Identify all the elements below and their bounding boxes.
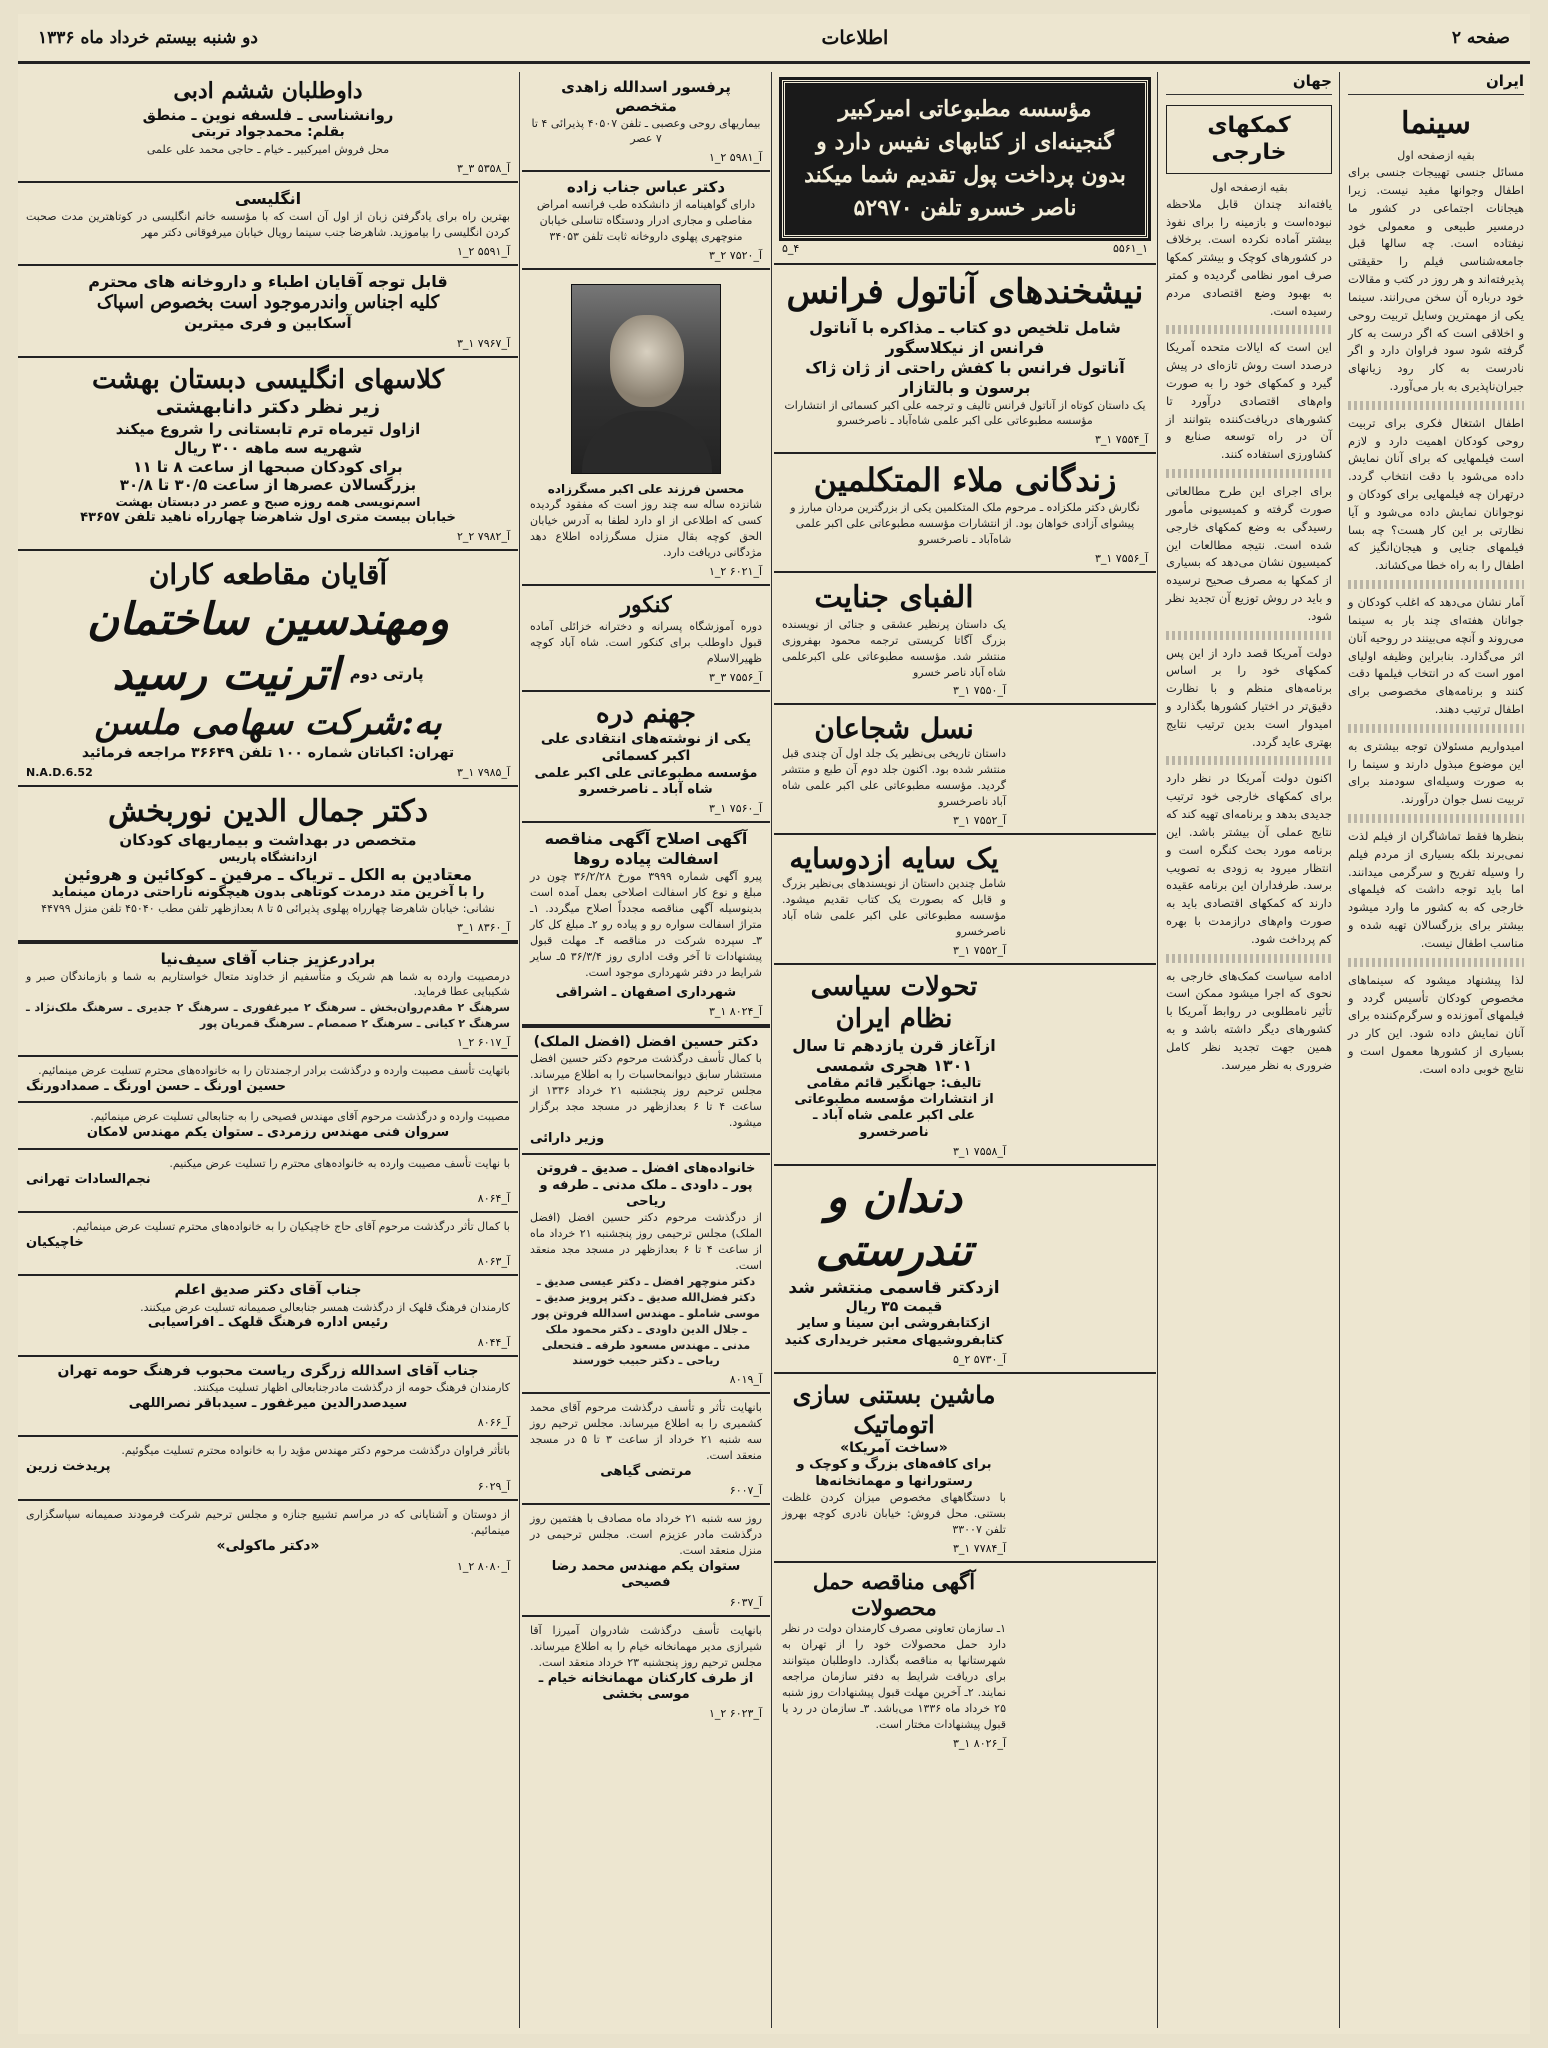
ad-line: اسم‌نویسی همه روزه صبح و عصر در دبستان بهشت: [115, 495, 421, 510]
ad-title: انگلیسی: [234, 188, 302, 208]
ad-code: آ_۸۰۱۹: [729, 1373, 762, 1387]
notice-text: بانهایت تأثر و تأسف درگذشت مرحوم آقای محمد کشمیری را به اطلاع میرساند. مجلس ترحیم روز سه شنبه ۲۱ خرداد از ساعت ۳ تا ۵ در مسجد منعقد است.: [530, 1401, 762, 1463]
ad-text: مؤسسه مطبوعاتی علی اکبر علمی شاه آباد ـ ناصرخسرو: [534, 765, 758, 797]
ad-title: یک سایه ازدوسایه: [789, 842, 999, 876]
notice-title: برادرعزیز جناب آقای سیف‌نیا: [160, 949, 376, 968]
ad-subtitle: زیر نظر دکتر دانابهشتی: [155, 396, 381, 419]
text-filler: [1348, 724, 1524, 733]
ad-line: را با آخرین متد درمدت کوتاهی بدون هیچگونه ناراحتی درمان مینماید: [51, 884, 485, 900]
ad-amirkabir-banner: [774, 72, 1156, 265]
ad-title: کنکور: [620, 591, 672, 618]
article-paragraph: برای اجرای این طرح مطالعاتی صورت گرفته و کمیسیونی مأمور رسیدگی به وضع کمکهای خارجی شده است. نتیجه مطالعات این کمیسیون نشان می‌دهد که بسیاری از کمکها به مصرف صحیح نرسیده و باید در روش توزیع آن تجدید نظر شود.: [1166, 484, 1332, 623]
notice-text: از درگذشت مرحوم دکتر حسین افضل (افضل الملک) مجلس ترحیمی روز پنجشنبه ۲۱ خرداد ماه از ساعت ۴ تا ۶ بعدازظهر در مسجد مجد منعقد است.: [530, 1211, 762, 1272]
ad-code: آ_۷۵۲۰ ۲_۳: [708, 248, 762, 262]
column-rule: [1157, 72, 1158, 2028]
ad-code: آ_۸۰۶۶: [477, 1416, 510, 1430]
ad-dr-jenabzadeh: [522, 172, 770, 270]
ad-title: داوطلبان ششم ادبی: [173, 78, 363, 104]
ad-text: بیماریهای روحی وعصبی ـ تلفن ۴۰۵۰۷ پذیرائی ۴ تا ۷ عصر: [531, 116, 761, 146]
ad-political-history: [774, 965, 1156, 1166]
column-notices: [522, 72, 770, 2028]
ad-code: آ_۶۰۲۱ ۲_۱: [708, 564, 762, 578]
text-filler: [1348, 814, 1524, 823]
notice-signature: وزیر دارائی: [530, 1131, 605, 1146]
notice-signature: ستوان یکم مهندس محمد رضا فصیحی: [551, 1559, 741, 1591]
article-paragraph: ادامه سیاست کمک‌های خارجی به نحوی که اجرا میشود ممکن است تأثیر نامطلوبی در روابط آمریکا با کشورهای دیگر داشته باشد و به همین جهت تجدید نظر کامل ضروری به نظر میرسد.: [1166, 968, 1332, 1072]
notice-kashmiri: [522, 1394, 770, 1505]
notice-signature: سروان فنی مهندس رزمردی ـ ستوان یکم مهندس لامکان: [86, 1125, 450, 1141]
ad-code: آ_۷۹۸۲ ۲_۲: [456, 530, 510, 544]
article-paragraph: دولت آمریکا قصد دارد از این پس کمکهای خود را بر اساس برنامه‌های منظم و با نظارت دقیق‌تر در اختیار کشورها بگذارد و امیدوار است بدین ترتیب نتایج بهتری عاید گردد.: [1166, 645, 1332, 749]
column-world-foreign-aid: [1160, 72, 1338, 2028]
ad-subtitle: کلیه اجناس واندرموجود است بخصوص اسپاک: [96, 291, 440, 313]
article-paragraph: اکنون دولت آمریکا در نظر دارد برای کمکهای خارجی خود ترتیب جدیدی بدهد و برنامه‌ای تهیه کند که نتایج عملی آن بیشتر باشد. این برنامه مورد بحث کنگره است و انتظار میرود به زودی به تصویب برسد. طرفداران این برنامه عقیده دارند که کمکهای اقتصادی باید به صورت وام‌های درازمدت با بهره کم پرداخت شود.: [1166, 771, 1332, 946]
ad-title: جهنم دره: [595, 699, 696, 729]
article-paragraph: مسائل جنسی تهییجات جنسی برای اطفال وجوانها مفید نیست. زیرا هیجانات اجتماعی در کشور ما درمسیر طبیعی و معمولی خود نیفتاده است. چه سالها قبل جامعه‌شناسی فیلم را حقیقتی پذیرفته‌اند و هر روز در کتب و مقالات خود درباره آن سخن می‌رانند. سینما یکی از مهمترین وسایل تربیت روحی و اخلاقی است که اگر درست به کار گرفته شود سود فراوان دارد و اگر نادرست به کار رود زیانهای جبران‌ناپذیری به بار می‌آورد.: [1348, 165, 1524, 393]
ad-konkur: [522, 586, 770, 692]
notice-text: با کمال تأثر درگذشت مرحوم آقای حاج خاچیکیان را به خانواده‌های محترم تسلیت عرض مینمائیم.: [72, 1219, 510, 1233]
ad-malek-motakallemin: [774, 454, 1156, 573]
ad-alphabet-crime: [774, 573, 1156, 705]
notice-signature: نجم‌السادات تهرانی: [26, 1171, 151, 1187]
ad-code: آ_۷۵۶۰ ۱_۳: [708, 802, 762, 815]
ad-text: داستان تاریخی بی‌نظیر یک جلد اول آن چندی قبل منتشر شده بود. اکنون جلد دوم آن طبع و منتشر گردید. مؤسسه مطبوعاتی علی اکبر علمی شاه آباد ناصرخسرو: [782, 747, 1006, 809]
ad-line: بزرگسالان عصرها از ساعت ۳۰‌/۵ تا ۳۰‌/۸: [119, 476, 417, 495]
notice-signature: پریدخت زرین: [26, 1459, 111, 1475]
ad-code: آ_۵۳۵۸ ۳_۳: [456, 161, 510, 175]
ad-transport-tender: [774, 1563, 1156, 1756]
ad-author: ازدکتر قاسمی منتشر شد: [788, 1277, 1000, 1298]
ad-dr-nourbakhsh: [18, 787, 518, 941]
ad-title: اترنیت رسید: [112, 649, 340, 701]
ad-title: کلاسهای انگلیسی دبستان بهشت: [91, 364, 445, 395]
ad-brave-generation: [774, 705, 1156, 835]
ad-code: آ_۶۰۰۷: [729, 1484, 762, 1498]
text-filler: [1348, 958, 1524, 967]
ad-eternit: [18, 551, 518, 787]
ad-subtitle: شامل تلخیص دو کتاب ـ مذاکره با آناتول فرانس از نیکلاسگور: [809, 317, 1121, 357]
ad-code: آ_۷۹۸۵ ۱_۳: [456, 766, 510, 780]
ad-english-lessons: [18, 183, 518, 266]
notice-title: دکتر حسین افضل (افضل الملک): [533, 1033, 759, 1050]
ad-line: معتادین به الکل ـ تریاک ـ مرفین ـ کوکائین و هروئین: [63, 864, 473, 884]
article-paragraph: این است که ایالات متحده آمریکا درصدد است روش تازه‌ای در پیش گیرد و کمکهای خود را به صورت وام‌های اقتصادی درآورد تا کشورهای دریافت‌کننده بتوانند از آن در راه توسعه صنایع و کشاورزی استفاده کنند.: [1166, 340, 1332, 462]
issue-date: دو شنبه بیستم خرداد ماه ۱۳۳۶: [38, 27, 258, 48]
ad-code: آ_۷۵۵۲ ۱_۳: [952, 814, 1006, 828]
ad-title: الفبای جنایت: [814, 580, 974, 616]
newspaper-page: [18, 14, 1530, 2034]
notice-text: مصیبت وارده و درگذشت مرحوم آقای مهندس فصیحی را به جنابعالی تسلیت عرض مینمائیم.: [90, 1110, 510, 1124]
ad-title: آگهی اصلاح آگهی مناقصه اسفالت پیاده روها: [544, 829, 748, 868]
ad-text: یک داستان کوتاه از آناتول فرانس تالیف و ترجمه علی اکبر کسمائی از انتشارات مؤسسه مطبوعاتی علی اکبر علمی شاه‌آباد ـ ناصرخسرو: [784, 398, 1146, 428]
paper-name: اطلاعات: [821, 26, 889, 49]
ad-brand: آسکابین و فری میترین: [184, 314, 352, 333]
notice-makouli: [18, 1501, 518, 1579]
ad-title: ومهندسین ساختمان: [86, 594, 450, 646]
column-rule: [771, 72, 772, 2028]
ad-code: آ_۷۵۵۶ ۱_۳: [1094, 552, 1148, 566]
column-book-ads: [774, 72, 1156, 2028]
text-filler: [1166, 631, 1332, 640]
notice-signature: از طرف کارکنان مهمانخانه خیام ـ موسی بخشی: [538, 1670, 754, 1702]
ad-code: ۱_۵۵۶۱: [1112, 242, 1148, 255]
article-paragraph: اطفال اشتغال فکری برای تربیت روحی کودکان اهمیت دارد و لازم است فیلمهایی که برای آنان نمایش داده می‌شود با دقت انتخاب گردد. درتهران چه فیلمهایی برای کودکان و نوجوانان نمایش داده می‌شود و آیا نظارتی بر این کار هست؟ چه بسا فیلمهای جنایی و هیجان‌انگیز که اطفال را به راه خطا می‌کشاند.: [1348, 415, 1524, 573]
column-rule: [1339, 72, 1340, 2028]
ad-code: آ_۷۹۶۷ ۱_۳: [456, 336, 510, 350]
notice-afzal-families: [522, 1155, 770, 1394]
ad-missing-person: [522, 270, 770, 586]
ad-subtitle: آناتول فرانس با کفش راحتی از ژان ژاک برسون و بالتازار: [805, 357, 1125, 397]
ad-subtitle: برای کافه‌های بزرگ و کوچک و رستورانها و مهمانخانه‌ها: [796, 1457, 992, 1489]
notice-text: باتأثر فراوان درگذشت مرحوم دکتر مهندس مؤید را به خانواده محترم تسلیت میگوئیم.: [121, 1444, 510, 1458]
notice-fasihi: [522, 1505, 770, 1616]
column-classifieds: [18, 72, 518, 2028]
ad-text: بهترین راه برای یادگرفتن زبان از اول آن است که با مؤسسه خانم انگلیسی در کوتاهترین مدت صحبت کردن انگلیسی را بیاموزید. شاهرضا جنب سینما رویال خیابان میرفوقانی دکتر مهر: [26, 209, 510, 239]
ad-code: آ_۵۵۹۱ ۲_۱: [456, 244, 510, 258]
ad-subtitle: ازآغاز قرن یازدهم تا سال ۱۳۰۱ هجری شمسی: [792, 1035, 996, 1075]
section-label: ایران: [1348, 72, 1524, 95]
ad-subtitle: «ساخت آمریکا»: [840, 1439, 948, 1456]
ad-code: آ_۷۵۵۶ ۳_۳: [708, 671, 762, 684]
ad-jahannam-dareh: [522, 692, 770, 823]
masthead: [18, 14, 1530, 64]
ad-code: آ_۵۹۸۱ ۲_۱: [708, 151, 762, 165]
ad-code: آ_۸۰۸۰ ۲_۱: [456, 1559, 510, 1573]
ad-text: شامل چندین داستان از نویسندهای بی‌نظیر بزرگ و قابل که بصورت یک کتاب تقدیم میشود. مؤسسه مطبوعاتی علی اکبر علمی شاه آباد ناصرخسرو: [782, 877, 1006, 938]
ad-line: نشانی: خیابان شاهرضا چهارراه پهلوی پذیرائی ۵ تا ۸ بعدازظهر تلفن مطب ۴۵۰۴۰ تلفن منزل ۴۴۷۹۹: [41, 901, 495, 915]
ad-code: آ_۶۰۲۹: [477, 1479, 510, 1493]
ad-reference: N.A.D.6.52: [26, 766, 93, 780]
article-paragraph: آمار نشان می‌دهد که اغلب کودکان و جوانان هفته‌ای چند بار به سینما می‌روند و آنچه می‌بینند در روحیه آنان اثر می‌گذارد. بنابراین وظیفه اولیای امور است که در انتخاب فیلمها دقت کنند و برنامه‌های مخصوصی برای اطفال ترتیب دهند.: [1348, 595, 1524, 716]
ad-code: آ_۸۰۲۴ ۱_۳: [708, 1004, 762, 1018]
ad-code: آ_۸۰۲۶ ۱_۳: [952, 1736, 1006, 1750]
ad-author: تالیف: جهانگیر قائم مقامی: [806, 1075, 982, 1091]
text-filler: [1166, 469, 1332, 478]
continued-note: بقیه ازصفحه اول: [1210, 180, 1288, 194]
article-title: کمکهای خارجی: [1166, 105, 1332, 174]
ad-title: دکتر عباس جناب زاده: [566, 178, 726, 197]
text-filler: [1348, 401, 1524, 410]
ad-code: آ_۸۰۶۴: [477, 1191, 510, 1205]
ad-code: ۴_۵: [782, 242, 800, 255]
ad-code: آ_۵۷۳۰ ۲_۵: [952, 1352, 1006, 1366]
continued-note: بقیه ازصفحه اول: [1397, 149, 1475, 163]
notice-names: دکتر منوچهر افضل ـ دکتر عیسی صدیق ـ دکتر فضل‌الله صدیق ـ دکتر پرویز صدیق ـ موسی شاملو ـ مهندس اسدالله فروتن پور ـ جلال الدین داودی ـ دکتر محمود ملک مدنی ـ مهندس مسعود طرفه ـ فتحعلی ریاحی ـ دکتر حبیب خورسند: [532, 1274, 760, 1368]
ad-title: آقایان مقاطعه کاران: [148, 558, 388, 592]
ad-code: آ_۸۰۶۳: [477, 1255, 510, 1268]
text-filler: [1166, 756, 1332, 765]
notice-zarrin: [18, 1437, 518, 1500]
ad-text: دارای گواهینامه از دانشکده طب فرانسه امراض مفاصلی و مجاری ادرار ودستگاه تناسلی خیابان منوچهری پهلوی داروخانه ثابت تلفن ۳۴۰۵۳: [536, 198, 756, 243]
ad-code: آ_۶۰۱۷ ۲_۱: [456, 1036, 510, 1050]
notice-text: با کمال تأسف درگذشت مرحوم دکتر حسین افضل مستشار سابق دیوانمحاسبات را به اطلاع میرساند. مجلس ترحیم روز پنجشنبه ۲۱ خرداد ۱۳۳۶ از ساعت ۴ تا ۶ بعدازظهر در مسجد مجد برگزار میشود.: [530, 1052, 763, 1130]
ad-title: زندگانی ملاء المتکلمین: [813, 461, 1117, 500]
notice-text: از دوستان و آشنایانی که در مراسم تشییع جنازه و مجلس ترحیم شرکت فرمودند صمیمانه سپاسگزاری مینمائیم.: [26, 1507, 510, 1537]
ad-title: ماشین بستنی سازی اتوماتیک: [792, 1379, 996, 1439]
notice-text: باتهایت تأسف مصیبت وارده و درگذشت برادر ارجمندتان را به خانواده‌های محترم تسلیت عرض مینمائیم.: [38, 1064, 510, 1078]
notice-khachikian: [18, 1213, 518, 1276]
ad-code: آ_۷۵۵۸ ۱_۳: [952, 1144, 1006, 1158]
ad-text: ازکتابفروشی ابن سینا و سایر کتابفروشیهای معتبر خریداری کنید: [784, 1316, 1004, 1348]
notice-text: کارمندان فرهنگ قلهک از درگذشت همسر جنابعالی صمیمانه تسلیت عرض میکنند.: [140, 1300, 510, 1314]
ad-author: بقلم: محمدجواد تربتی: [191, 124, 345, 141]
notice-signature: «دکتر ماکولی»: [216, 1538, 320, 1555]
notice-seifnia: [18, 942, 518, 1058]
notice-signature: رئیس اداره فرهنگ قلهک ـ افراسیابی: [147, 1315, 389, 1331]
ad-line: خیابان بیست متری اول شاهرضا چهارراه ناهید تلفن ۴۳۶۵۷: [80, 510, 456, 526]
notice-zargari: [18, 1357, 518, 1438]
notice-text: درمصیبت وارده به شما هم شریک و متأسفیم از خداوند متعال خواستاریم به شما و بازماندگان صبر و شکیبایی عطا فرماید.: [26, 969, 510, 999]
notice-title: خانواده‌های افضل ـ صدیق ـ فروتن پور ـ داودی ـ ملک مدنی ـ طرفه و ریاحی: [536, 1161, 756, 1209]
text-filler: [1348, 580, 1524, 589]
notice-text: کارمندان فرهنگ حومه از درگذشت مادرجنابعالی اظهار تسلیت میکنند.: [193, 1381, 510, 1395]
notice-dr-afzal: [522, 1026, 770, 1155]
ad-subtitle: متخصص در بهداشت و بیماریهای کودکان: [119, 830, 417, 849]
ad-line: شهریه سه ماهه ۳۰۰ ریال: [173, 438, 363, 457]
ad-code: آ_۸۳۶۰ ۱_۳: [456, 920, 510, 934]
notice-text: روز سه شنبه ۲۱ خرداد ماه مصادف با هفتمین روز درگذشت مادر عزیزم است. مجلس ترحیمی در منزل منعقد است.: [530, 1512, 762, 1558]
ad-code: آ_۶۰۳۷: [729, 1595, 762, 1609]
photo-caption: محسن فرزند علی اکبر مسگرزاده: [547, 481, 745, 496]
ad-title: نیشخندهای آناتول فرانس: [786, 272, 1144, 312]
article-paragraph: امیدواریم مسئولان توجه بیشتری به این موضوع مبذول دارند و سینما را به صورت وسیله‌ای سودمند برای تربیت نسل جوان درآورند.: [1348, 738, 1524, 807]
ad-prof-zahedi: [522, 72, 770, 172]
ad-line: برای کودکان صبحها از ساعت ۸ تا ۱۱: [133, 457, 403, 476]
ad-text: دوره آموزشگاه پسرانه و دخترانه خزائلی آماده قبول داوطلب برای کنکور است. شاه آباد کوچه ظهیرالاسلام: [530, 620, 762, 666]
ad-anatole-france: [774, 265, 1156, 454]
article-paragraph: یافته‌اند چندان قابل ملاحظه نبوده‌است و بازمینه را برای نفوذ بیشتر آماده نکرده است. برخلاف در کشورهای کوچک و بیشتر کمکها صرف امور نظامی گردیده و کمتر به بهبود وضع اقتصادی مردم رسیده است.: [1166, 196, 1332, 318]
ad-title: پرفسور اسدالله زاهدی متخصص: [561, 78, 731, 115]
ad-asphalt-tender: [522, 823, 770, 1026]
article-paragraph: بنظرها فقط تماشاگران از فیلم لذت نمی‌برند بلکه بسیاری از مردم فیلم را وسیله تفریح و سرگرمی میدانند. اما باید توجه داشت که فیلمهای خارجی که به کشور ما وارد میشود بیشتر برای بزرگسالان تهیه شده و مناسب اطفال نیست.: [1348, 829, 1524, 950]
column-rule: [519, 72, 520, 2028]
article-paragraph: لذا پیشنهاد میشود که سینماهای مخصوص کودکان تأسیس گردد و فیلمهای آموزنده و سرگرم‌کننده برای آنان نمایش داده شود. این کار در بسیاری از کشورها معمول است و نتایج خوبی داده است.: [1348, 972, 1524, 1076]
notice-fasihi-condolence: [18, 1103, 518, 1149]
ad-publisher: از انتشارات مؤسسه مطبوعاتی علی اکبر علمی شاه آباد ـ ناصرخسرو: [794, 1092, 994, 1140]
ad-code: آ_۸۰۴۴: [477, 1335, 510, 1349]
notice-text: با نهایت تأسف مصیبت وارده به خانواده‌های محترم را تسلیت عرض میکنیم.: [169, 1156, 510, 1170]
ad-code: آ_۷۵۵۲ ۱_۳: [952, 943, 1006, 957]
page-label: صفحه ۲: [1451, 27, 1510, 48]
ad-text: تهران: اکباتان شماره ۱۰۰ تلفن ۳۶۶۴۹ مراجعه فرمائید: [81, 744, 455, 761]
ad-title: آگهی مناقصه حمل محصولات: [812, 1568, 976, 1620]
ad-ice-cream-machine: [774, 1374, 1156, 1563]
column-iran-cinema: [1342, 72, 1530, 2028]
notice-orang: [18, 1057, 518, 1103]
ad-literary-candidates: [18, 72, 518, 183]
notice-khayyam-hotel: [522, 1617, 770, 1726]
ad-price: قیمت ۳۵ ریال: [845, 1298, 943, 1315]
ad-title: قابل توجه آقایان اطباء و داروخانه های محترم: [88, 271, 448, 291]
text-filler: [1166, 954, 1332, 963]
ad-subtitle: یکی از نوشته‌های انتقادی علی اکبر کسمائی: [540, 730, 752, 764]
ad-code: آ_۷۵۵۴ ۱_۳: [1094, 433, 1148, 447]
text-filler: [1166, 325, 1332, 334]
ad-text: ۱ـ سازمان تعاونی مصرف کارمندان دولت در نظر دارد حمل محصولات خود را از تهران به شهرستانها به مناقصه بگذارد. داوطلبان میتوانند برای دریافت شرایط به دفتر سازمان مراجعه نمایند. ۲ـ آخرین مهلت قبول پیشنهادات روز شنبه ۲۵ خرداد ماه ۱۳۳۶ می‌باشد. ۳ـ سازمان در رد یا قبول پیشنهادات مختار است.: [782, 1622, 1007, 1731]
ad-code: آ_۷۵۵۰ ۱_۳: [952, 684, 1006, 698]
notice-signature: سیدصدرالدین میرغفور ـ سیدباقر نصراللهی: [128, 1396, 408, 1412]
ad-subtitle: ازدانشگاه پاریس: [218, 849, 318, 864]
ad-text: یک داستان پرنظیر عشقی و جنائی از نویسنده بزرگ آگاتا کریستی ترجمه محمود بهفروزی منتشر شد. مؤسسه مطبوعاتی علی اکبرعلمی شاه آباد ناصر خسرو: [782, 617, 1006, 679]
ad-subtitle: پارتی دوم: [349, 665, 424, 684]
ad-one-shadow: [774, 835, 1156, 965]
notice-signature: خاچیکیان: [26, 1234, 84, 1250]
notice-text: بانهایت تأسف درگذشت شادروان آمیرزا آقا شیرازی مدیر مهمانخانه خیام را به اطلاع میرساند. مجلس ترحیم روز پنجشنبه ۲۳ خرداد منعقد است.: [530, 1623, 762, 1669]
ad-signature: شهرداری اصفهان ـ اشراقی: [555, 984, 737, 1000]
ad-behesht-english-classes: [18, 358, 518, 552]
ad-code: آ_۶۰۲۳ ۲_۱: [708, 1707, 762, 1720]
missing-person-photo: [571, 284, 721, 474]
ad-text: پیرو آگهی شماره ۳۹۹۹ مورخ ۳۶/۲/۲۸ چون در مبلغ و نوع کار اسفالت اصلاحی بعمل آمده است بدینوسیله آگهی مناقصه مجدداً اصلاح میگردد. ۱ـ متراژ اسفالت سواره رو و پیاده رو ۲ـ مبلغ کل کار ۳ـ سپرده شرکت در مناقصه ۴ـ مهلت قبول پیشنهادات تا آخر وقت اداری روز ۳۶/۳/۴ ۵ـ سایر شرایط در دفتر شهرداری موجود است.: [530, 870, 763, 979]
ad-title: به:شرکت سهامی ملسن: [94, 703, 442, 744]
notice-signature: مرتضی گیاهی: [600, 1464, 692, 1480]
section-label: جهان: [1166, 72, 1332, 95]
notice-signature: حسین اورنگ ـ حسن اورنگ ـ صمدادورنگ: [26, 1079, 287, 1095]
ad-subtitle: روانشناسی ـ فلسفه نوین ـ منطق: [142, 105, 394, 124]
ad-text: شانزده ساله سه چند روز است که مفقود گردیده کسی که اطلاعی از او دارد لطفا به آدرس خیابان الحق کوچه بقال منزل مسگرزاده اطلاع دهد مژدگانی دریافت دارد.: [530, 497, 762, 559]
notice-dr-sadigh-alam: [18, 1276, 518, 1357]
notice-names: سرهنگ ۲ مقدم‌روان‌بخش ـ سرهنگ ۲ میرغفوری ـ سرهنگ ۲ جدیری ـ سرهنگ ملک‌نژاد ـ سرهنگ ۲ کیانی ـ سرهنگ ۲ صمصام ـ سرهنگ قمریان پور: [26, 1001, 510, 1031]
ad-pharmacies: [18, 266, 518, 358]
ad-text: نگارش دکتر ملکزاده ـ مرحوم ملک المتکلمین یکی از بزرگترین مردان مبارز و پیشوای آزادی خواهان بود. از انتشارات مؤسسه مطبوعاتی علی اکبر علمی شاه‌آباد ـ ناصرخسرو: [790, 501, 1140, 547]
ad-line: ازاول تیرماه ترم تابستانی را شروع میکند: [115, 420, 421, 439]
notice-title: جناب آقای دکتر صدیق اعلم: [174, 1282, 362, 1298]
notice-title: جناب آقای اسدالله زرگری ریاست محبوب فرهنگ حومه تهران: [57, 1362, 479, 1379]
ad-title: دکتر جمال الدین نوربخش: [107, 794, 429, 830]
ad-code: آ_۷۷۸۴ ۱_۳: [952, 1541, 1006, 1555]
ad-text: با دستگاههای مخصوص میزان کردن غلظت بستنی. محل فروش: خیابان نادری کوچه بهروز تلفن ۳۳۰۰۷: [782, 1490, 1006, 1536]
article-title: سینما: [1401, 105, 1471, 141]
ad-title: دندان و تندرستی: [815, 1171, 973, 1276]
ad-title: تحولات سیاسی نظام ایران: [810, 971, 978, 1035]
ad-teeth-health: [774, 1166, 1156, 1374]
ad-title: نسل شجاعان: [814, 712, 974, 746]
notice-tehrani: [18, 1150, 518, 1213]
banner-text: مؤسسه مطبوعاتی امیرکبیر گنجینه‌ای از کتابهای نفیس دارد و بدون پرداخت پول تقدیم شما میکند ناصر خسرو تلفن ۵۲۹۷۰: [782, 80, 1148, 238]
ad-text: محل فروش امیرکبیر ـ خیام ـ حاجی محمد علی علمی: [146, 142, 390, 156]
